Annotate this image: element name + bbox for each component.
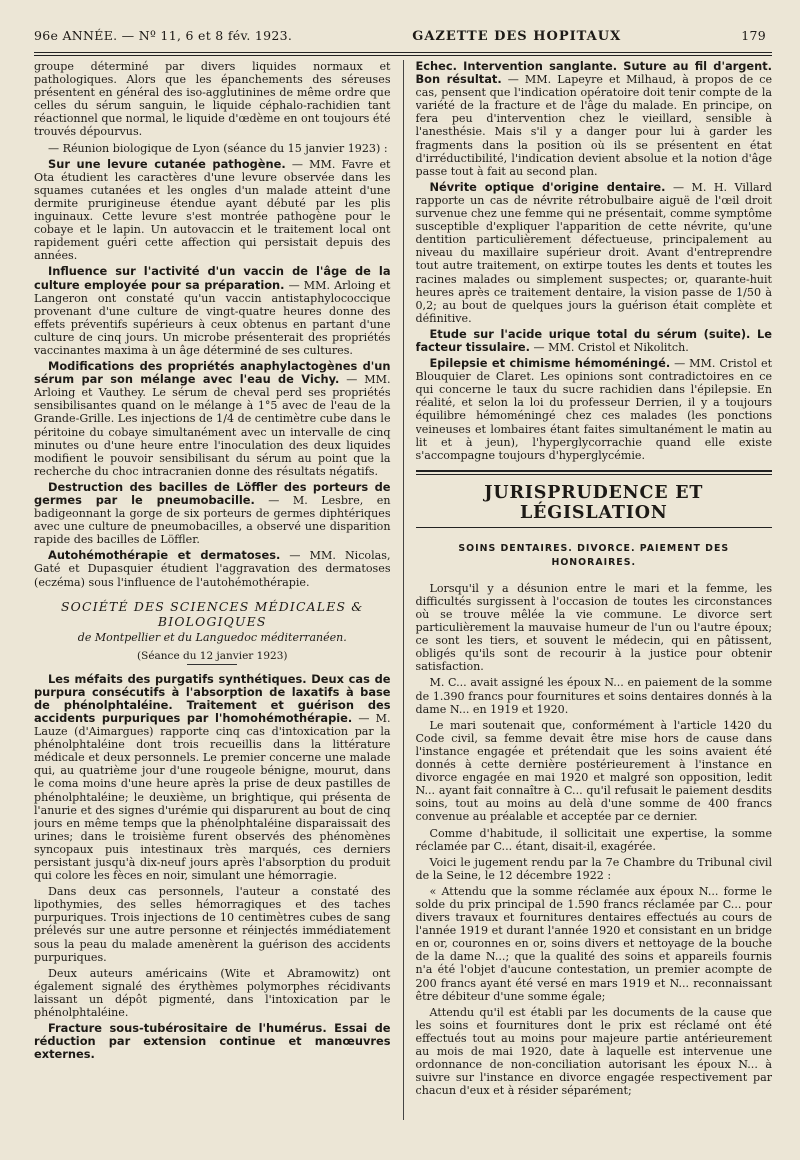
section-title: JURISPRUDENCE ET LÉGISLATION	[484, 482, 704, 523]
paragraph-text: — Réunion biologique de Lyon (séance du 15 janvier 1923) :	[48, 141, 388, 155]
section-heading: Influence sur l'activité d'un vaccin de l'âge de la culture employée pour sa préparation.	[34, 264, 391, 292]
session-date: (Séance du 12 janvier 1923)	[137, 649, 288, 662]
paragraph-text: « Attendu que la somme réclamée aux époux N... forme le solde du prix principal de 1.590 francs réclamée par C... pour divers travaux et fournitures dentaires effectués au cours de l'année 1919 et durant l'année 1920 et consistant en un bridge en or, couronnes en or, soins divers et nettoyage de la bouche de la dame N...; que la qualité des soins et appareils fournis n'a été l'objet d'aucune contestation, un premier acompte de 200 francs ayant été versé en mars 1919 et N... reconnaissant être débiteur d'une somme égale;	[415, 884, 772, 1003]
paragraph	[34, 481, 391, 546]
paragraph	[34, 360, 391, 478]
paragraph	[34, 265, 391, 357]
paragraph	[416, 328, 773, 354]
running-head	[34, 28, 772, 50]
paragraph	[416, 1006, 773, 1098]
section-heading: Modifications des propriétés anaphylactogènes d'un sérum par son mélange avec l'eau de Vichy.	[34, 359, 391, 387]
header-rule	[34, 52, 772, 53]
column-divider	[403, 60, 404, 1120]
section-heading: Sur une levure cutanée pathogène.	[48, 156, 286, 171]
section-heading: Fracture sous-tubérositaire de l'humérus. Essai de réduction par extension continue et manœuvres externes.	[34, 1021, 391, 1062]
article-title: SOINS DENTAIRES. DIVORCE. PAIEMENT DES HONORAIRES.	[458, 542, 730, 568]
paragraph	[34, 142, 391, 155]
section-heading: Echec. Intervention sanglante. Suture au fil d'argent. Bon résultat.	[415, 60, 772, 87]
paragraph-text: — MM. Arloing et Langeron ont constaté qu'un vaccin antistaphylococcique provenant d'une culture de vingt-quatre heures donne des effets préventifs supérieurs à ceux obtenus en partant d'une culture de cinq jours. Un microbe présenterait des propriétés vaccinantes maxima à un âge déterminé de ses cultures.	[34, 278, 391, 357]
paragraph-text: Comme d'habitude, il sollicitait une expertise, la somme réclamée par C... étant, disait-il, exagérée.	[415, 826, 772, 853]
paragraph	[416, 582, 773, 674]
left-column	[34, 60, 391, 1120]
paragraph-text: — M. H. Villard rapporte un cas de névrite rétrobulbaire aiguë de l'œil droit survenue chez une femme qui ne présentait, comme symptôme susceptible d'expliquer l'apparition de cette névrite, qu'une dentition particulièrement défectueuse, principalement au niveau du maxillaire supérieur droit. Avant d'entreprendre tout autre traitement, on extirpe toutes les dents et toutes les racines malades ou simplement suspectes; or, quarante-huit heures après ce traitement dentaire, la vision passe de 1/50 à 0,2; au bout de quelques jours la guérison était complète et définitive.	[415, 180, 772, 325]
paragraph-text: groupe déterminé par divers liquides normaux et pathologiques. Alors que les épanchements des séreuses présentent en général des iso-agglutinines de même ordre que celles du sérum sanguin, le liquide céphalo-rachidien tant réactionnel que normal, le liquide d'œdème en ont toujours été trouvés dépourvus.	[34, 60, 391, 139]
section-heading: Névrite optique d'origine dentaire.	[429, 179, 666, 194]
section-divider	[416, 470, 773, 475]
paragraph-text: Attendu qu'il est établi par les documents de la cause que les soins et fournitures dont le prix est réclamé ont été effectués tout au moins pour majeure partie antérieurement au mois de mai 1920, date à laquelle est intervenue une ordonnance de non-conciliation autorisant les époux N... à suivre sur l'instance en divorce engagée respectivement par chacun d'eux et à résider séparément;	[415, 1005, 772, 1098]
paragraph	[34, 1022, 391, 1061]
paragraph	[34, 673, 391, 883]
paragraph	[416, 885, 773, 1003]
paragraph	[416, 719, 773, 824]
paragraph	[34, 885, 391, 964]
short-divider	[187, 664, 237, 665]
header-page-number: 179	[741, 28, 766, 43]
paragraph	[416, 827, 773, 853]
paragraph	[34, 549, 391, 588]
section-heading: Autohémothérapie et dermatoses.	[48, 548, 281, 563]
section-heading: Etude sur l'acide urique total du sérum (suite). Le facteur tissulaire.	[415, 326, 772, 354]
header-journal-title: GAZETTE DES HOPITAUX	[412, 29, 622, 44]
paragraph	[34, 60, 391, 139]
paragraph-text: — MM. Nicolas, Gaté et Dupasquier étudient l'aggravation des dermatoses (eczéma) sous l'influence de l'autohémothérapie.	[34, 549, 391, 589]
section-heading: Destruction des bacilles de Löffler des porteurs de germes par le pneumobacille.	[34, 479, 391, 507]
society-title: SOCIÉTÉ DES SCIENCES MÉDICALES & BIOLOGIQUES	[60, 598, 364, 629]
right-column	[416, 60, 773, 1120]
paragraph-text: Deux auteurs américains (Wite et Abramowitz) ont également signalé des érythèmes polymorphes récidivants laissant un dépôt pigmenté, dans l'intoxication par le phénolphtaléine.	[34, 966, 391, 1019]
paragraph-text: — MM. Favre et Ota étudient les caractères d'une levure observée dans les squames cutanées et les ongles d'un malade atteint d'une dermite prurigineuse étendue ayant débuté par les plis inguinaux. Cette levure s'est montrée pathogène pour le cobaye et le lapin. Un autovaccin et le traitement local ont rapidement guéri cette affection qui persistait depuis des années.	[34, 157, 391, 263]
paragraph	[416, 357, 773, 462]
section-title-rule	[416, 527, 773, 528]
paragraph-text: Le mari soutenait que, conformément à l'article 1420 du Code civil, sa femme devait être mise hors de cause dans l'instance engagée et prétendait que les soins avaient été donnés à cette dernière postérieurement à l'instance en divorce engagée en mai 1920 et malgré son opposition, ledit N... ayant fait connaître à C... qu'il refusait le paiement desdits soins, tout au moins au delà d'une somme de 400 francs convenue au préalable et acceptée par ce dernier.	[415, 718, 772, 824]
paragraph-text: — MM. Cristol et Blouquier de Claret. Les opinions sont contradictoires en ce qui concerne le taux du sucre rachidien dans l'épilepsie. En réalité, et selon la loi du professeur Derrien, il y a toujours équilibre hémoméningé chez ces malades (les ponctions veineuses et lombaires étant faites simultanément le matin au lit et à jeun), l'hyperglycorrachie quand elle existe s'accompagne toujours d'hyperglycémie.	[415, 357, 772, 462]
section-heading: Epilepsie et chimisme hémoméningé.	[429, 356, 671, 371]
paragraph	[416, 676, 773, 715]
paragraph-text: M. C... avait assigné les époux N... en paiement de la somme de 1.390 francs pour fournitures et soins dentaires donnés à la dame N... en 1919 et 1920.	[415, 676, 772, 716]
header-issue: 96e ANNÉE. — Nº 11, 6 et 8 fév. 1923.	[34, 28, 293, 43]
text-columns	[34, 60, 772, 1120]
paragraph-text: Dans deux cas personnels, l'auteur a constaté des lipothymies, des selles hémorragiques et des taches purpuriques. Trois injections de 10 centimètres cubes de sang prélevés sur une autre personne et réinjectés immédiatement sous la peau du malade amenèrent la guérison des accidents purpuriques.	[34, 885, 391, 964]
paragraph	[416, 181, 773, 325]
paragraph	[416, 856, 773, 882]
paragraph	[34, 967, 391, 1019]
paragraph	[34, 158, 391, 263]
paragraph-text: — M. Lauze (d'Aimargues) rapporte cinq cas d'intoxication par la phénolphtaléine dont trois recueillis dans la littérature médicale et deux personnels. Le premier concerne une malade qui, au quatrième jour d'une rougeole bénigne, mourut, dans le coma moins d'une heure après la prise de deux pastilles de phénolphtaléine; le deuxième, un brightique, qui présenta de l'anurie et des signes d'urémie qui disparurent au bout de cinq jours en même temps que la phénolphtaléine disparaissait des urines; dans le troisième furent observés des phénomènes syncopaux puis intestinaux très marqués, ces derniers persistant jusqu'à dix-neuf jours après l'absorption du produit qui colore les fèces en noir, simulant une hémorragie.	[34, 711, 391, 883]
paragraph	[416, 60, 773, 178]
section-heading: Les méfaits des purgatifs synthétiques. Deux cas de purpura consécutifs à l'absorption de laxatifs à base de phénolphtaléine. Traitement et guérison des accidents purpuriques par l'homohémothérapie.	[34, 671, 391, 725]
society-subtitle: de Montpellier et du Languedoc méditerranéen.	[77, 630, 347, 644]
header-rule-thin	[34, 55, 772, 56]
paragraph-text: Lorsqu'il y a désunion entre le mari et la femme, les difficultés surgissent à l'occasion de toutes les circonstances où se trouve mêlée la vie commune. Le divorce sert particulièrement la mauvaise humeur de l'un ou l'autre époux; ce sont les tiers, et souvent le médecin, qui en pâtissent, obligés qu'ils sont de recourir à la justice pour obtenir satisfaction.	[415, 581, 772, 674]
paragraph-text: — MM. Cristol et Nikolitch.	[529, 340, 689, 354]
paragraph-text: Voici le jugement rendu par la 7e Chambre du Tribunal civil de la Seine, le 12 décembre 1922 :	[415, 855, 772, 882]
paragraph-text: — M. Lesbre, en badigeonnant la gorge de six porteurs de germes diphtériques avec une culture de pneumobacilles, a observé une disparition rapide des bacilles de Löffler.	[34, 494, 391, 547]
paragraph-text: — MM. Arloing et Vauthey. Le sérum de cheval perd ses propriétés sensibilisantes quand on le mélange à 1°5 avec de l'eau de la Grande-Grille. Les injections de 1/4 de centimètre cube dans le péritoine du cobaye simultanément avec un intervalle de cinq minutes ou d'une heure entre l'inoculation des deux liquides modifient le pouvoir sensibilisant du sérum au point que la recherche du choc intracranien donne des résultats négatifs.	[34, 373, 391, 478]
paragraph-text: — MM. Lapeyre et Milhaud, à propos de ce cas, pensent que l'indication opératoire doit tenir compte de la variété de la fracture et de l'âge du malade. En principe, on fera peu d'intervention chez le vieillard, sensible à l'anesthésie. Mais s'il y a danger pour lui à garder les fragments dans la position où ils se présentent en état d'irréductibilité, l'indication devient absolue et la notion d'âge passe tout à fait au second plan.	[415, 73, 772, 178]
